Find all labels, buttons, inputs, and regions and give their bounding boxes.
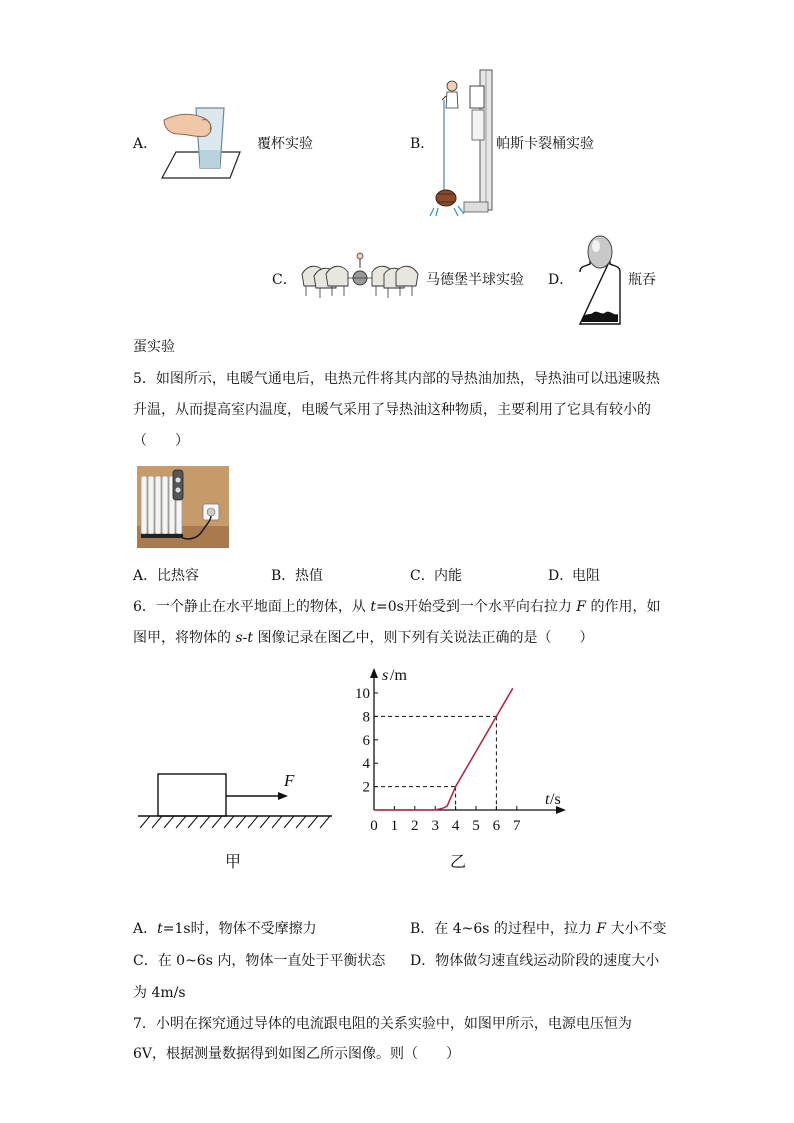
q5-option-b-letter: B． bbox=[271, 568, 296, 584]
option-a-label: 覆杯实验 bbox=[257, 136, 313, 152]
electric-heater-photo bbox=[137, 466, 229, 548]
bottle-egg-figure bbox=[574, 232, 626, 326]
option-d-label-part2: 蛋实验 bbox=[133, 339, 175, 355]
q5-option-c-text: 内能 bbox=[434, 568, 462, 584]
q6-option-a bbox=[133, 922, 317, 936]
y-tick-label: 10 bbox=[355, 686, 370, 702]
x-tick-label: 0 bbox=[370, 818, 378, 834]
x-tick-label: 1 bbox=[390, 818, 399, 834]
q5-option-c-letter: C． bbox=[410, 568, 435, 584]
option-c-letter: C． bbox=[272, 272, 297, 288]
cup-experiment-figure bbox=[158, 100, 243, 185]
y-tick-label: 8 bbox=[362, 709, 370, 726]
q5-option-b-text: 热值 bbox=[295, 568, 323, 584]
q5-line1: 5．如图所示，电暖气通电后，电热元件将其内部的导热油加热，导热油可以迅速吸热 bbox=[133, 371, 660, 387]
q6-option-b-letter: B． bbox=[410, 921, 435, 937]
q6-option-a-text: =1s时，物体不受摩擦力 bbox=[162, 921, 317, 937]
y-tick-label: 2 bbox=[362, 779, 370, 796]
q6-line2-text-a: 图甲，将物体的 bbox=[133, 630, 236, 646]
q6-option-d-text-line2: 为 4m/s bbox=[133, 985, 186, 1001]
y-axis-arrow bbox=[370, 668, 378, 678]
option-d-label-part1: 瓶吞 bbox=[628, 272, 656, 288]
ground-hatching bbox=[140, 816, 330, 828]
q6-line1-text-a: 6．一个静止在水平地面上的物体，从 bbox=[133, 599, 371, 615]
option-b-letter: B． bbox=[410, 136, 435, 152]
fig-a-caption: 甲 bbox=[225, 852, 242, 871]
magdeburg-hemispheres-figure bbox=[298, 248, 422, 300]
q6-option-b-var-f: F bbox=[596, 921, 607, 937]
q6-option-b bbox=[410, 922, 667, 936]
option-d-letter: D． bbox=[548, 272, 574, 288]
y-axis-label-var: s bbox=[382, 667, 389, 684]
q5-option-d-letter: D． bbox=[548, 568, 574, 584]
q5-option-a-letter: A． bbox=[133, 568, 158, 584]
s-t-chart bbox=[344, 660, 574, 840]
x-tick-label: 2 bbox=[411, 818, 419, 834]
x-tick-label: 4 bbox=[451, 818, 460, 834]
pascal-barrel-figure bbox=[428, 68, 498, 218]
force-label: F bbox=[284, 771, 295, 790]
y-tick-label: 6 bbox=[362, 732, 370, 749]
q6-option-b-text-a: 在 4~6s 的过程中，拉力 bbox=[434, 921, 597, 937]
q5-option-a-text: 比热容 bbox=[157, 568, 199, 584]
q5-line2: 升温，从而提高室内温度，电暖气采用了导热油这种物质，主要利用了它具有较小的 bbox=[133, 402, 651, 418]
block bbox=[158, 774, 226, 816]
q5-line3: （ ） bbox=[133, 433, 189, 449]
x-axis-label-unit: /s bbox=[550, 791, 561, 808]
series-line bbox=[374, 688, 513, 810]
fig-b-caption: 乙 bbox=[450, 852, 467, 871]
x-tick-label: 3 bbox=[431, 818, 439, 834]
x-tick-label: 7 bbox=[513, 818, 521, 834]
q7-line2: 6V，根据测量数据得到如图乙所示图像。则（ ） bbox=[133, 1046, 461, 1062]
y-axis-label-unit: /m bbox=[390, 667, 407, 684]
q6-line2 bbox=[133, 631, 593, 645]
y-tick-label: 4 bbox=[362, 756, 370, 773]
q6-line1-text-b: =0s开始受到一个水平向右拉力 bbox=[376, 599, 577, 615]
q6-line1 bbox=[133, 600, 660, 614]
q6-line1-text-c: 的作用，如 bbox=[586, 599, 661, 615]
x-tick-label: 6 bbox=[492, 818, 501, 834]
q7-line1: 7．小明在探究通过导体的电流跟电阻的关系实验中，如图甲所示，电源电压恒为 bbox=[133, 1016, 632, 1032]
q6-option-c bbox=[133, 954, 385, 968]
q6-var-t: t bbox=[370, 599, 376, 615]
q6-option-d bbox=[410, 954, 659, 968]
q6-option-a-letter: A． bbox=[133, 921, 158, 937]
force-arrow-head bbox=[278, 792, 288, 800]
force-diagram bbox=[136, 768, 336, 832]
q6-option-c-letter: C． bbox=[133, 953, 158, 969]
q6-option-c-text: 在 0~6s 内，物体一直处于平衡状态 bbox=[157, 953, 386, 969]
option-c-label: 马德堡半球实验 bbox=[426, 272, 524, 288]
x-tick-label: 5 bbox=[472, 818, 480, 834]
q6-option-b-text-b: 大小不变 bbox=[606, 921, 667, 937]
q6-option-d-text-line1: 物体做匀速直线运动阶段的速度大小 bbox=[435, 953, 660, 969]
option-b-label: 帕斯卡裂桶实验 bbox=[496, 136, 594, 152]
x-axis-label-var: t bbox=[545, 791, 550, 808]
q6-var-st: s-t bbox=[235, 630, 253, 646]
option-a-letter: A． bbox=[133, 136, 158, 152]
q5-option-d-text: 电阻 bbox=[572, 568, 600, 584]
q6-line2-text-b: 图像记录在图乙中，则下列有关说法正确的是（ ） bbox=[253, 630, 594, 646]
q6-option-d-letter: D． bbox=[410, 953, 436, 969]
q6-option-a-var-t: t bbox=[157, 921, 163, 937]
q6-var-f: F bbox=[576, 599, 586, 615]
